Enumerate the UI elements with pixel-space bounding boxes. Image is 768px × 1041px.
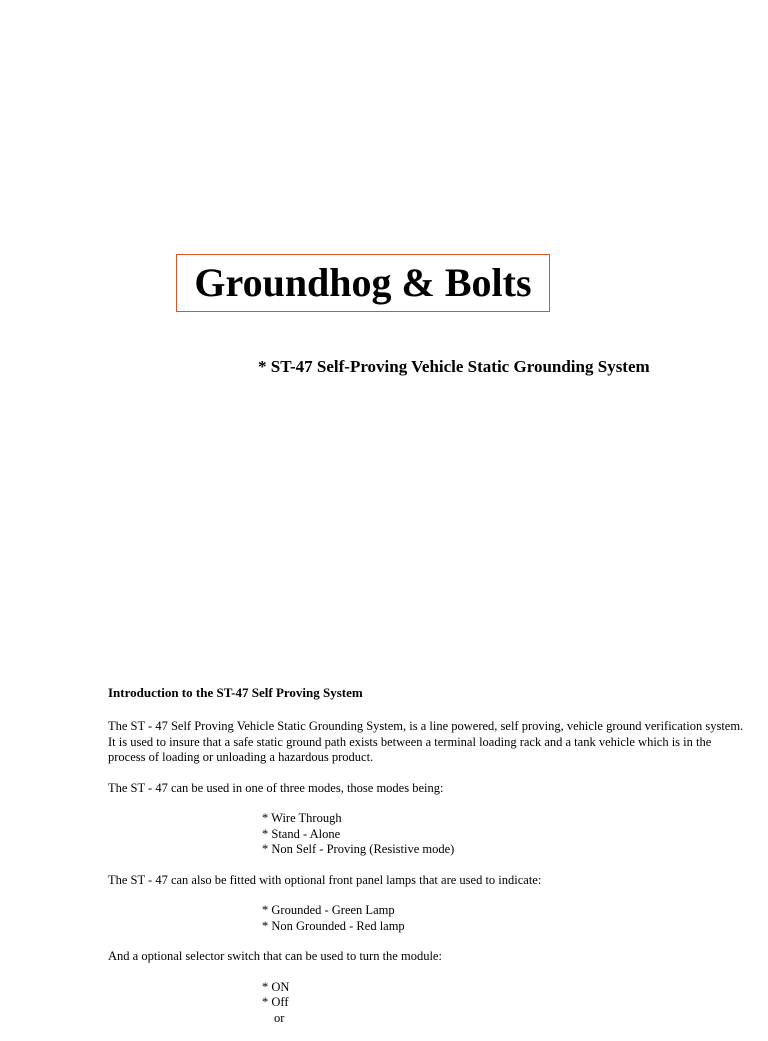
intro-paragraph: The ST - 47 Self Proving Vehicle Static Grounding System, is a line powered, self proving, vehicle ground verification system. It is used to insure that a safe static ground path exists between a terminal loading rack and a tank vehicle which is in the process of loading or unloading a hazardous product.: [108, 719, 744, 764]
switch-list: [108, 980, 748, 1027]
intro-heading: Introduction to the ST-47 Self Proving System: [108, 685, 363, 700]
list-item: * Non Grounded - Red lamp: [262, 918, 405, 933]
modes-list: [108, 811, 748, 858]
document-title: Groundhog & Bolts: [194, 260, 532, 305]
list-item: * Non Self - Proving (Resistive mode): [262, 842, 455, 856]
document-subtitle: * ST-47 Self-Proving Vehicle Static Grounding System: [258, 357, 650, 376]
list-item: * Off: [262, 995, 289, 1009]
lamps-paragraph: The ST - 47 can also be fitted with optional front panel lamps that are used to indicate:: [108, 872, 542, 887]
title-box: [176, 254, 550, 312]
list-item: or: [274, 1010, 285, 1025]
lamps-list: [108, 903, 748, 934]
list-item: * ON: [262, 979, 290, 994]
list-item: * Grounded - Green Lamp: [262, 903, 395, 917]
switch-paragraph: And a optional selector switch that can be used to turn the module:: [108, 949, 442, 963]
modes-paragraph: The ST - 47 can be used in one of three modes, those modes being:: [108, 780, 444, 795]
document-body: [108, 685, 748, 1041]
list-item: * Stand - Alone: [262, 826, 341, 841]
list-item: * Wire Through: [262, 811, 342, 825]
